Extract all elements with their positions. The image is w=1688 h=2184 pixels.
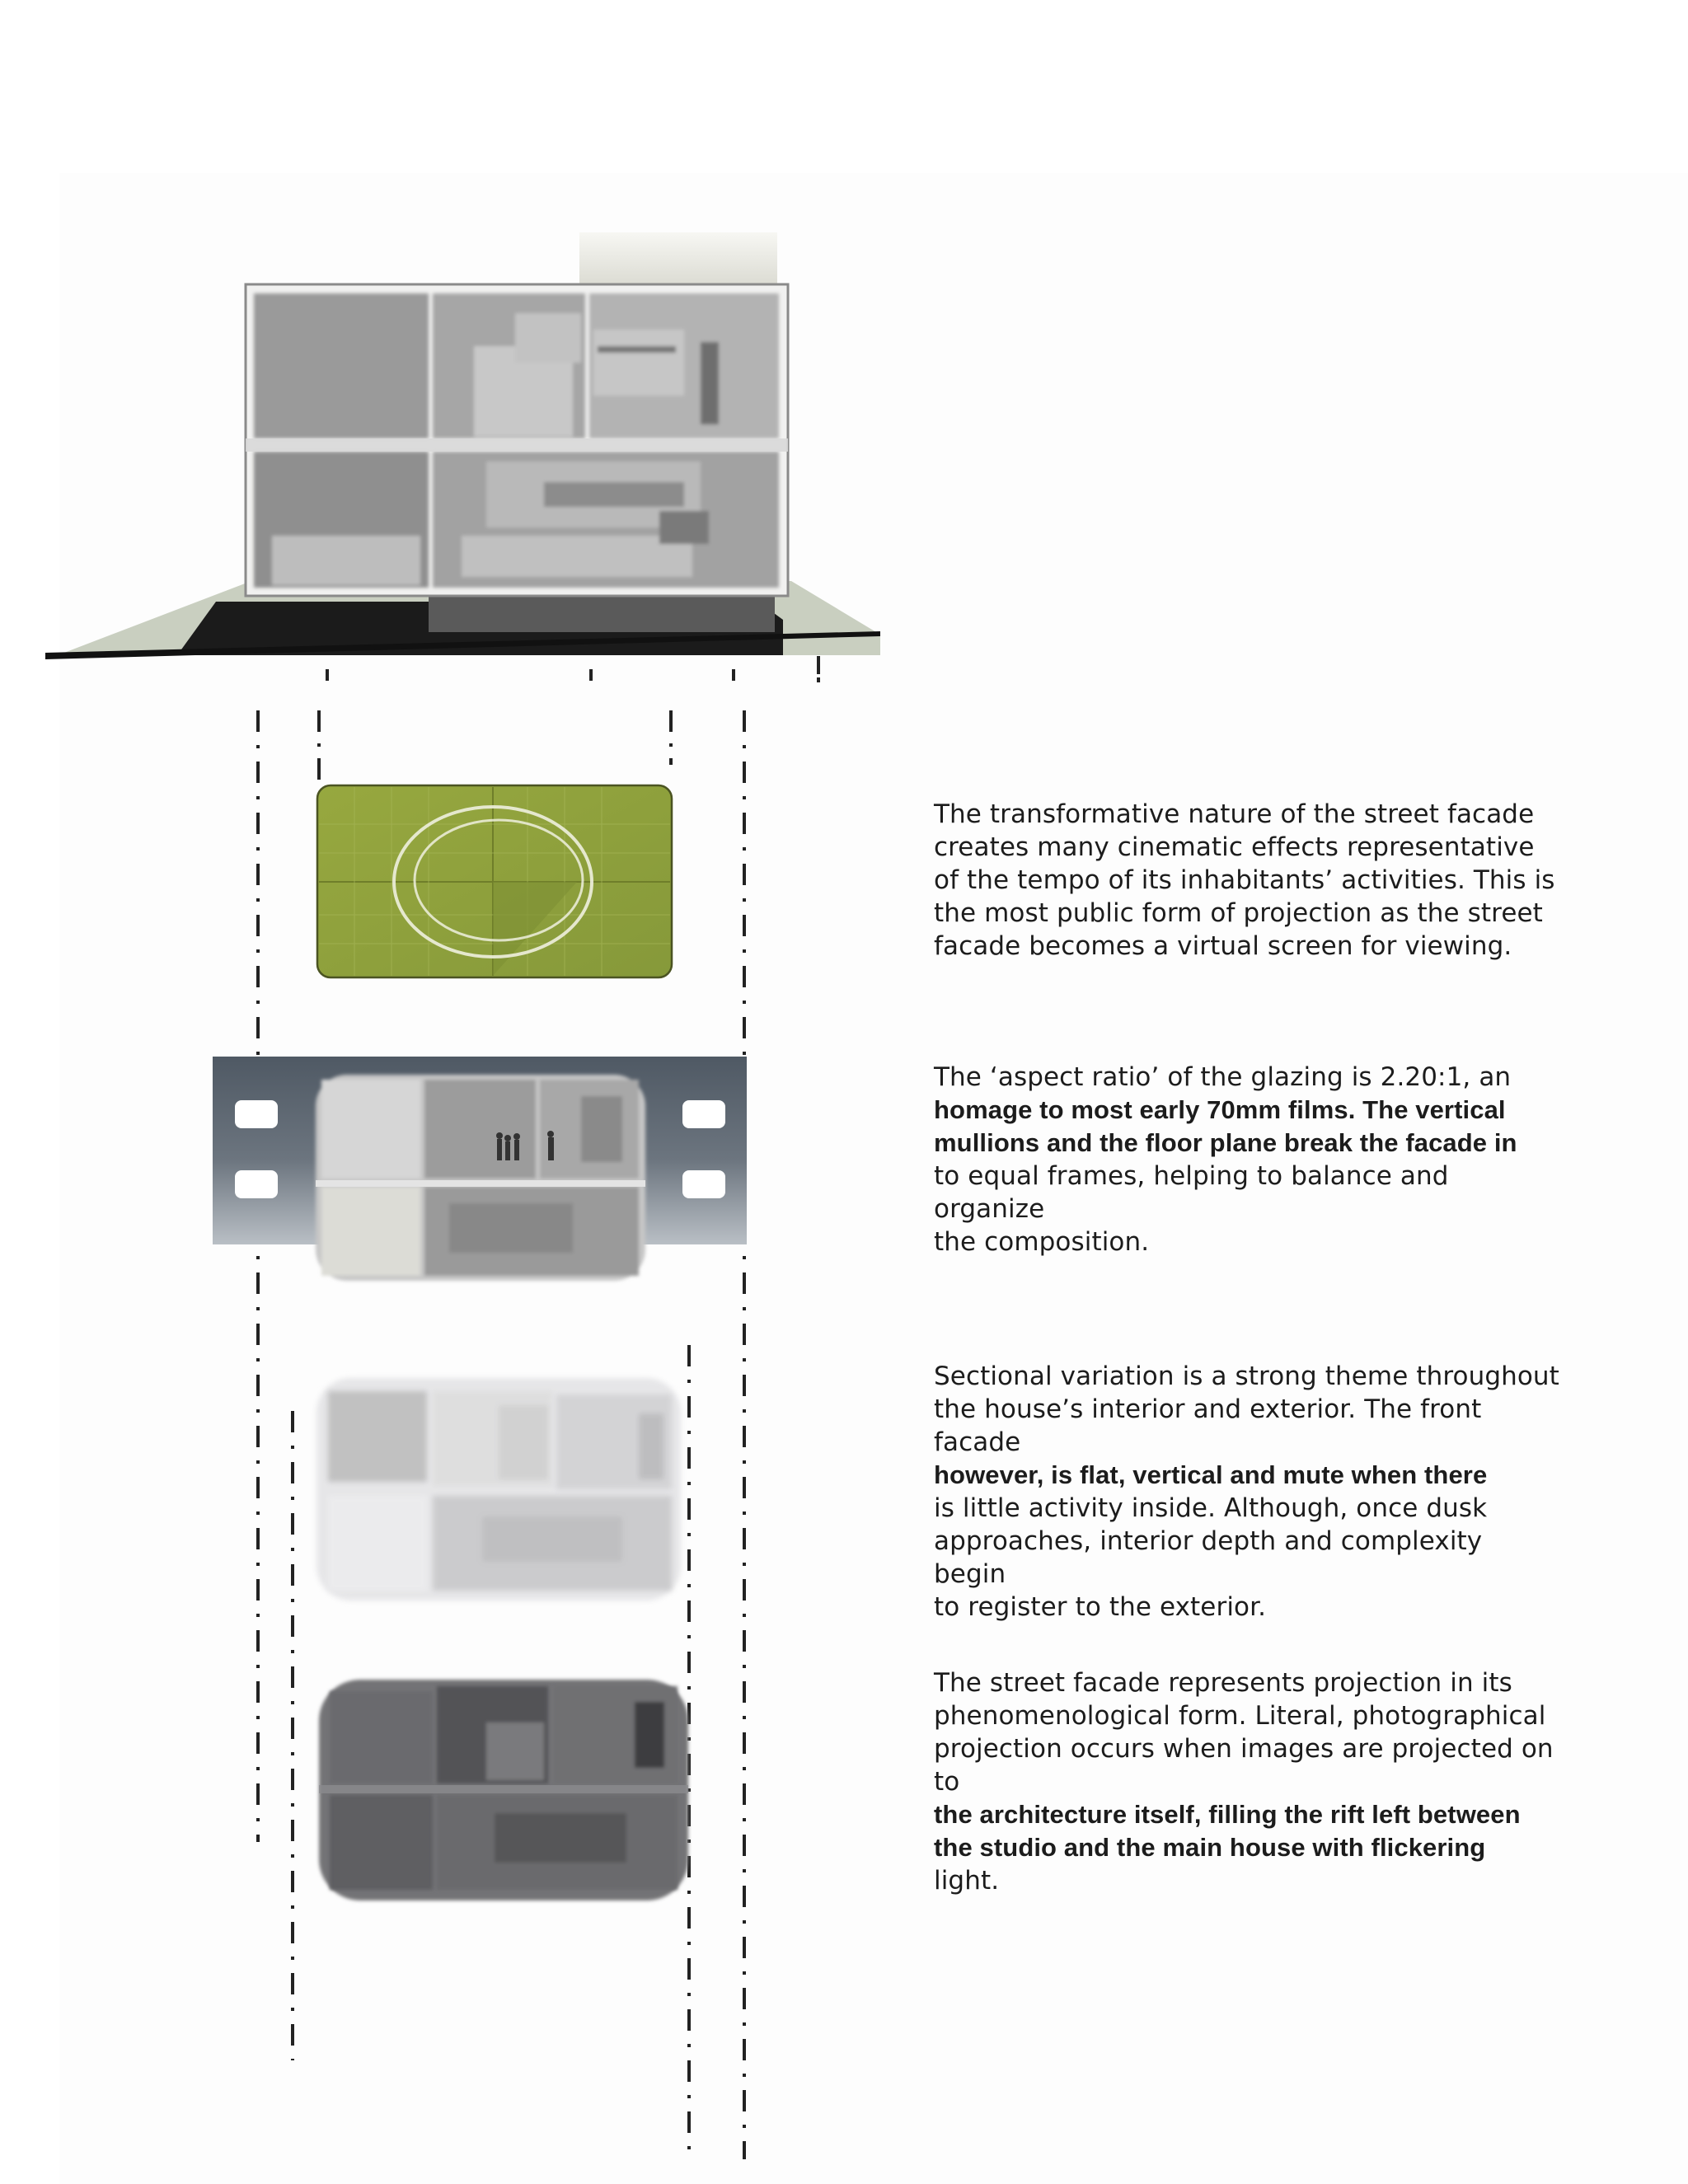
pale-screen — [316, 1378, 681, 1601]
caption-line: of the tempo of its inhabitants’ activities. This is — [934, 865, 1555, 895]
caption-transformative — [934, 798, 1560, 963]
caption-line: projection occurs when images are projected on to — [934, 1734, 1554, 1797]
caption-line: The transformative nature of the street facade — [934, 799, 1535, 829]
caption-line: mullions and the floor plane break the facade in — [934, 1128, 1517, 1157]
caption-line: creates many cinematic effects representative — [934, 832, 1535, 862]
caption-line: however, is flat, vertical and mute when there — [934, 1460, 1488, 1489]
roof-box — [579, 232, 777, 290]
caption-line: The street facade represents projection in its — [934, 1668, 1512, 1698]
green-screen — [317, 785, 672, 977]
caption-line: to equal frames, helping to balance and organize — [934, 1161, 1449, 1224]
film-strip-screen — [213, 1057, 747, 1281]
caption-line: homage to most early 70mm films. The vertical — [934, 1095, 1506, 1124]
caption-line: is little activity inside. Although, once dusk — [934, 1493, 1488, 1523]
caption-line: the architecture itself, filling the rift left between — [934, 1800, 1521, 1829]
caption-line: phenomenological form. Literal, photographical — [934, 1701, 1546, 1731]
caption-line: approaches, interior depth and complexity begin — [934, 1526, 1483, 1589]
dark-screen — [319, 1680, 688, 1900]
caption-line: the house’s interior and exterior. The front facade — [934, 1394, 1482, 1457]
caption-line: The ‘aspect ratio’ of the glazing is 2.20:1, an — [934, 1062, 1512, 1092]
caption-line: Sectional variation is a strong theme throughout — [934, 1361, 1559, 1391]
caption-projection — [934, 1666, 1560, 1897]
caption-sectional — [934, 1360, 1560, 1624]
caption-line: facade becomes a virtual screen for viewing. — [934, 931, 1512, 961]
caption-line: the studio and the main house with flickering — [934, 1833, 1486, 1862]
caption-line: to register to the exterior. — [934, 1592, 1267, 1622]
caption-line: light. — [934, 1866, 1000, 1896]
caption-aspect-ratio — [934, 1061, 1560, 1258]
caption-line: the composition. — [934, 1227, 1150, 1257]
caption-line: the most public form of projection as the street — [934, 898, 1543, 928]
house-elevation — [45, 232, 880, 682]
